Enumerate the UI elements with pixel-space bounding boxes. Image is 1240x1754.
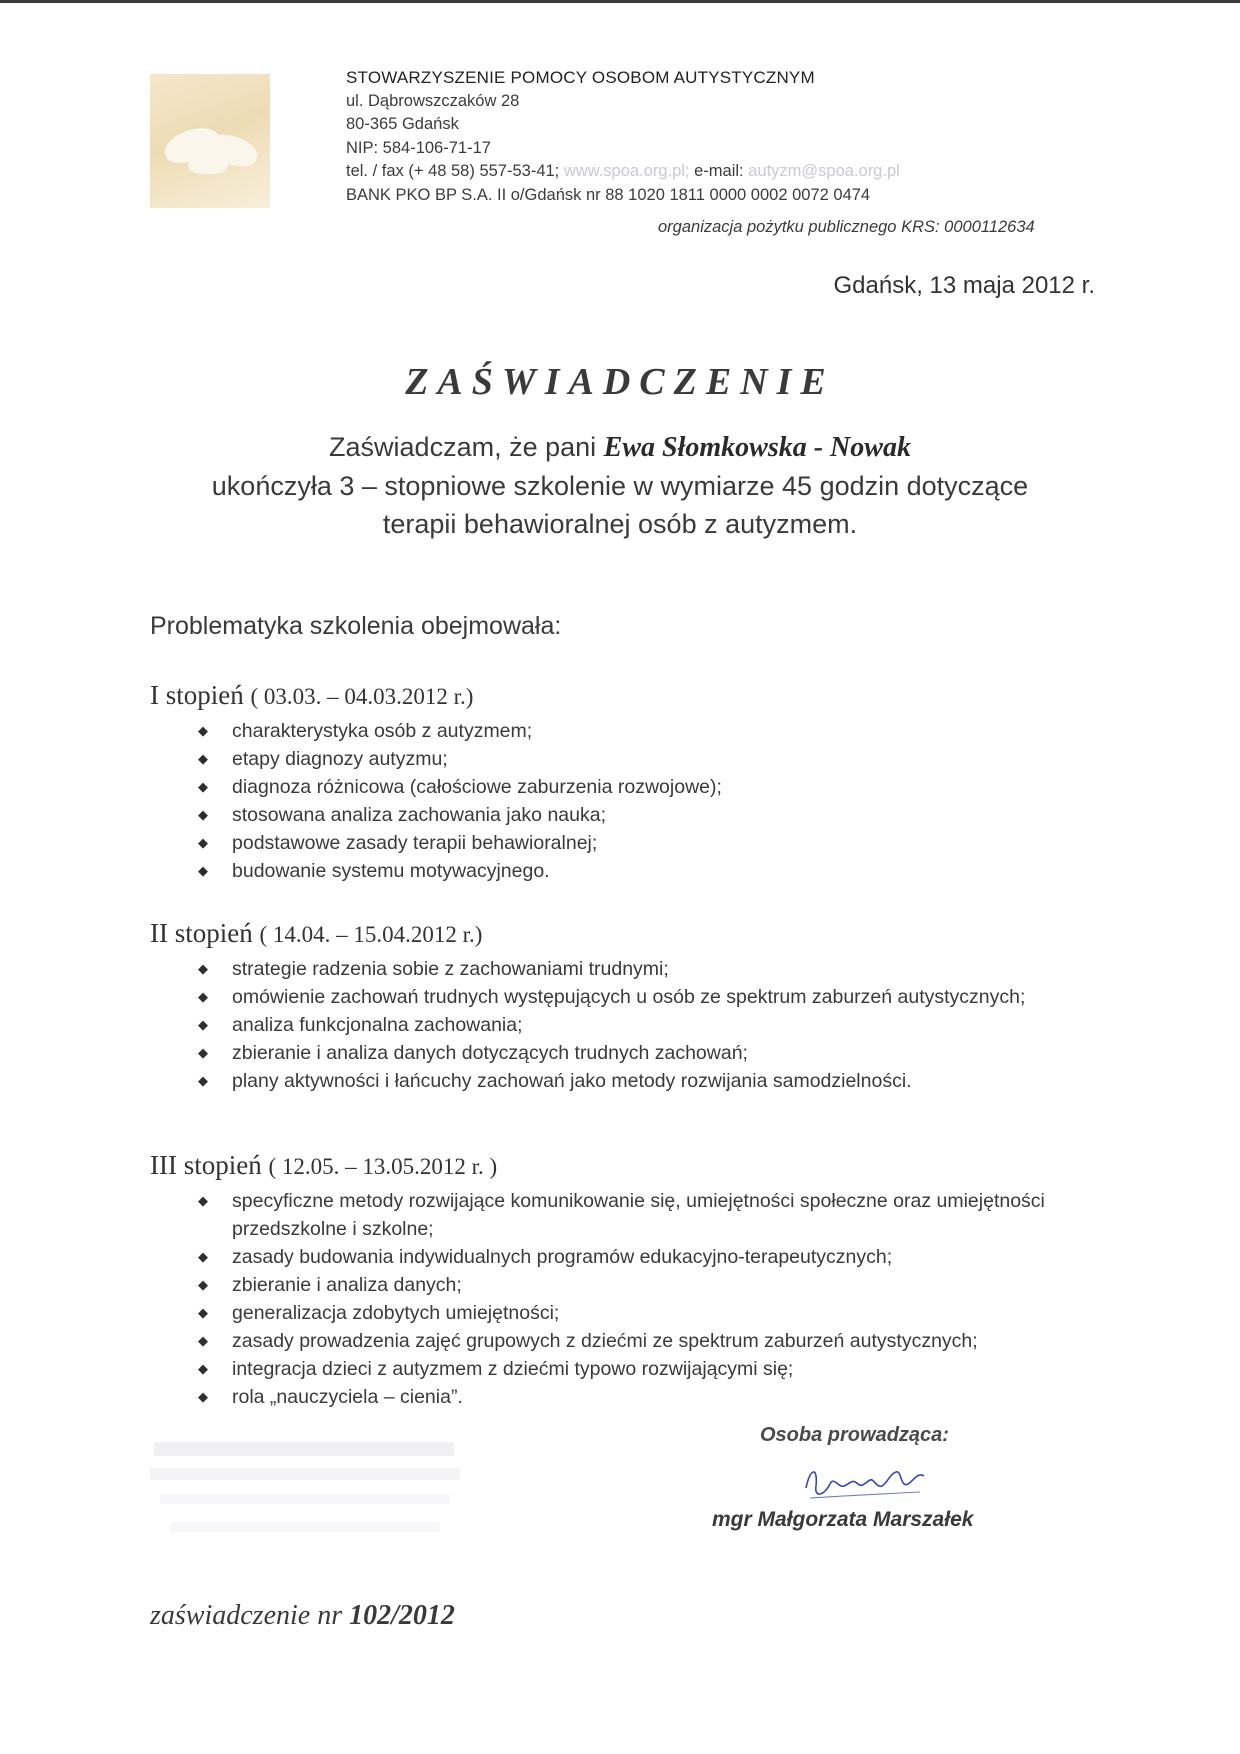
- topic-text: charakterystyka osób z autyzmem;: [232, 720, 533, 742]
- topic-text: zasady budowania indywidualnych programów edukacyjno-terapeutycznych;: [232, 1246, 893, 1268]
- topic-item: [198, 1383, 1110, 1411]
- topic-text: analiza funkcjonalna zachowania;: [232, 1014, 523, 1036]
- topic-item: [198, 1011, 1110, 1039]
- stage-label: II stopień: [150, 918, 253, 948]
- stage-topics-list: [150, 717, 1110, 885]
- recipient-name: Ewa Słomkowska - Nowak: [603, 432, 911, 463]
- diamond-bullet-icon: ◆: [198, 989, 208, 1004]
- diamond-bullet-icon: ◆: [198, 835, 208, 850]
- topic-text: integracja dzieci z autyzmem z dziećmi typowo rozwijającymi się;: [232, 1358, 794, 1380]
- letterhead: [346, 66, 1106, 207]
- stage-2-section: [150, 918, 1110, 1095]
- organization-address: ul. Dąbrowszczaków 28: [346, 91, 520, 110]
- diamond-bullet-icon: ◆: [198, 863, 208, 878]
- diamond-bullet-icon: ◆: [198, 1305, 208, 1320]
- organization-name: STOWARZYSZENIE POMOCY OSOBOM AUTYSTYCZNYM: [346, 68, 815, 87]
- stage-heading: [150, 680, 1110, 711]
- topic-item: [198, 773, 1110, 801]
- diamond-bullet-icon: ◆: [198, 1361, 208, 1376]
- diamond-bullet-icon: ◆: [198, 723, 208, 738]
- handwritten-signature: [800, 1458, 940, 1506]
- stage-dates: ( 03.03. – 04.03.2012 r.): [250, 684, 474, 709]
- topic-text: budowanie systemu motywacyjnego.: [232, 860, 550, 882]
- diamond-bullet-icon: ◆: [198, 1389, 208, 1404]
- topic-item: [198, 955, 1110, 983]
- trainer-name: mgr Małgorzata Marszałek: [712, 1508, 974, 1531]
- document-title: ZAŚWIADCZENIE: [405, 361, 835, 403]
- hands-logo-icon: [150, 74, 270, 208]
- topic-text: specyficzne metody rozwijające komunikowanie się, umiejętności społeczne oraz umiejętności przedszkolne i szkolne;: [232, 1190, 1045, 1240]
- stage-topics-list: [150, 955, 1110, 1095]
- signature-label: Osoba prowadząca:: [760, 1424, 949, 1446]
- topic-text: diagnoza różnicowa (całościowe zaburzenia rozwojowe);: [232, 776, 722, 798]
- topic-item: [198, 1355, 1110, 1383]
- stage-dates: ( 14.04. – 15.04.2012 r.): [259, 922, 483, 947]
- stage-heading: [150, 1150, 1110, 1181]
- diamond-bullet-icon: ◆: [198, 779, 208, 794]
- certificate-statement: [120, 428, 1120, 543]
- topic-text: etapy diagnozy autyzmu;: [232, 748, 448, 770]
- topic-item: [198, 717, 1110, 745]
- organization-email-label: e-mail:: [694, 162, 744, 180]
- topic-text: omówienie zachowań trudnych występujących u osób ze spektrum zaburzeń autystycznych;: [232, 986, 1026, 1008]
- topic-text: strategie radzenia sobie z zachowaniami trudnymi;: [232, 958, 669, 980]
- diamond-bullet-icon: ◆: [198, 1073, 208, 1088]
- organization-email[interactable]: autyzm@spoa.org.pl: [748, 162, 900, 180]
- organization-phone: tel. / fax (+ 48 58) 557-53-41;: [346, 162, 560, 180]
- topic-item: [198, 801, 1110, 829]
- diamond-bullet-icon: ◆: [198, 1017, 208, 1032]
- faded-stamp: [150, 1428, 470, 1558]
- topic-text: podstawowe zasady terapii behawioralnej;: [232, 832, 598, 854]
- topic-item: [198, 857, 1110, 885]
- topic-item: [198, 1243, 1110, 1271]
- topic-item: [198, 1067, 1110, 1095]
- stage-1-section: [150, 680, 1110, 885]
- topic-text: rola „nauczyciela – cienia”.: [232, 1386, 463, 1408]
- diamond-bullet-icon: ◆: [198, 1249, 208, 1264]
- diamond-bullet-icon: ◆: [198, 1277, 208, 1292]
- topic-item: [198, 745, 1110, 773]
- organization-website[interactable]: www.spoa.org.pl: [563, 162, 685, 180]
- topic-item: [198, 1039, 1110, 1067]
- topic-item: [198, 829, 1110, 857]
- certificate-number-prefix: zaświadczenie nr: [150, 1600, 343, 1631]
- document-date: Gdańsk, 13 maja 2012 r.: [833, 272, 1095, 299]
- topic-item: [198, 1327, 1110, 1355]
- organization-status: organizacja pożytku publicznego KRS: 0000112634: [658, 218, 1035, 236]
- stage-dates: ( 12.05. – 13.05.2012 r. ): [268, 1154, 498, 1179]
- diamond-bullet-icon: ◆: [198, 1045, 208, 1060]
- stage-label: I stopień: [150, 680, 244, 710]
- topic-text: zasady prowadzenia zajęć grupowych z dziećmi ze spektrum zaburzeń autystycznych;: [232, 1330, 978, 1352]
- certificate-number-value: 102/2012: [349, 1600, 455, 1631]
- topic-text: zbieranie i analiza danych;: [232, 1274, 462, 1296]
- top-border-line: [0, 0, 1240, 3]
- diamond-bullet-icon: ◆: [198, 961, 208, 976]
- topic-item: [198, 1271, 1110, 1299]
- organization-nip: NIP: 584-106-71-17: [346, 138, 491, 157]
- diamond-bullet-icon: ◆: [198, 751, 208, 766]
- diamond-bullet-icon: ◆: [198, 1193, 208, 1208]
- stage-heading: [150, 918, 1110, 949]
- topic-text: stosowana analiza zachowania jako nauka;: [232, 804, 606, 826]
- topic-item: [198, 983, 1110, 1011]
- organization-contact: tel. / fax (+ 48 58) 557-53-41; www.spoa.org.pl; e-mail: autyzm@spoa.org.pl: [346, 162, 900, 180]
- diamond-bullet-icon: ◆: [198, 1333, 208, 1348]
- statement-line-3: terapii behawioralnej osób z autyzmem.: [382, 509, 858, 539]
- topic-text: plany aktywności i łańcuchy zachowań jako metody rozwijania samodzielności.: [232, 1070, 912, 1092]
- organization-postal: 80-365 Gdańsk: [346, 115, 459, 133]
- stage-label: III stopień: [150, 1150, 262, 1180]
- topic-text: generalizacja zdobytych umiejętności;: [232, 1302, 560, 1324]
- diamond-bullet-icon: ◆: [198, 807, 208, 822]
- organization-bank: BANK PKO BP S.A. II o/Gdańsk nr 88 1020 1811 0000 0002 0072 0474: [346, 185, 871, 204]
- statement-line-2: ukończyła 3 – stopniowe szkolenie w wymiarze 45 godzin dotyczące: [211, 471, 1029, 501]
- certificate-number: [150, 1600, 455, 1632]
- topic-text: zbieranie i analiza danych dotyczących trudnych zachowań;: [232, 1042, 748, 1064]
- topic-item: [198, 1299, 1110, 1327]
- stage-topics-list: [150, 1187, 1110, 1411]
- topic-item: [198, 1187, 1110, 1243]
- stage-3-section: [150, 1150, 1110, 1411]
- topics-heading: Problematyka szkolenia obejmowała:: [150, 612, 562, 640]
- statement-prefix: Zaświadczam, że pani: [329, 432, 597, 462]
